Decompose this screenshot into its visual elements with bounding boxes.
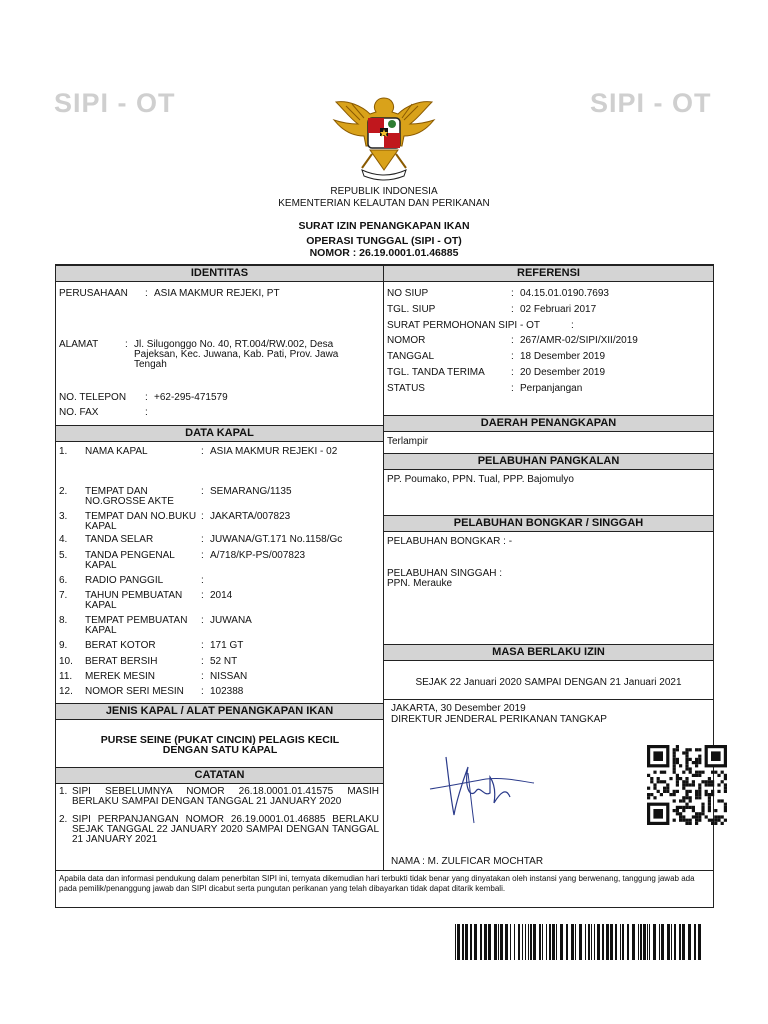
tgl-terima-value: 20 Desember 2019 — [520, 367, 606, 378]
colon: : — [145, 392, 148, 403]
row-number: 11. — [59, 671, 73, 682]
row-value: SEMARANG/1135 — [210, 486, 292, 497]
telepon-value: +62-295-471579 — [154, 392, 228, 403]
row-number: 6. — [59, 575, 68, 586]
colon: : — [201, 511, 204, 522]
row-value: ASIA MAKMUR REJEKI - 02 — [210, 446, 338, 457]
signature-icon — [424, 743, 544, 833]
bongkar-value: PELABUHAN BONGKAR : - — [387, 536, 513, 547]
document-subtitle: OPERASI TUNGGAL (SIPI - OT) — [306, 235, 462, 247]
referensi-title: REFERENSI — [384, 265, 713, 282]
status-value: Perpanjangan — [520, 383, 583, 394]
perusahaan-label: PERUSAHAAN — [59, 288, 128, 299]
row-label: TEMPAT DAN NO.BUKU KAPAL — [85, 511, 197, 532]
colon: : — [145, 288, 148, 299]
bongkar-title: PELABUHAN BONGKAR / SINGGAH — [384, 515, 713, 532]
telepon-label: NO. TELEPON — [59, 392, 127, 403]
tgl-siup-value: 02 Februari 2017 — [520, 304, 597, 315]
identitas-title: IDENTITAS — [56, 265, 383, 282]
row-number: 2. — [59, 486, 68, 497]
data-kapal-title: DATA KAPAL — [56, 425, 383, 442]
row-number: 10. — [59, 656, 73, 667]
colon: : — [201, 446, 204, 457]
garuda-emblem-icon — [332, 84, 436, 188]
masa-title: MASA BERLAKU IZIN — [384, 644, 713, 661]
colon: : — [571, 320, 574, 331]
fax-label: NO. FAX — [59, 407, 99, 418]
tgl-siup-label: TGL. SIUP — [387, 304, 436, 315]
colon: : — [201, 671, 204, 682]
permit-frame — [55, 264, 714, 908]
row-number: 9. — [59, 640, 68, 651]
row-number: 8. — [59, 615, 68, 626]
catatan-text-1: SIPI SEBELUMNYA NOMOR 26.18.0001.01.41575 MASIH BERLAKU SAMPAI DENGAN TANGGAL 21 JANUARY 2020 — [72, 786, 379, 807]
status-label: STATUS — [387, 383, 425, 394]
tanggal-label: TANGGAL — [387, 351, 435, 362]
daerah-value: Terlampir — [387, 436, 429, 447]
row-number: 4. — [59, 534, 68, 545]
row-value: JAKARTA/007823 — [210, 511, 291, 522]
masa-value: SEJAK 22 Januari 2020 SAMPAI DENGAN 21 Januari 2021 — [415, 677, 682, 688]
daerah-title: DAERAH PENANGKAPAN — [384, 415, 713, 432]
row-number: 1. — [59, 446, 68, 457]
catatan-text-2: SIPI PERPANJANGAN NOMOR 26.19.0001.01.46885 BERLAKU SEJAK TANGGAL 22 JANUARY 2020 SAMPAI DENGAN TANGGAL 21 JANUARY 2021 — [72, 814, 379, 845]
alamat-value: Jl. Silugonggo No. 40, RT.004/RW.002, Desa Pajeksan, Kec. Juwana, Kab. Pati, Prov. Jawa Tengah — [134, 339, 339, 370]
row-number: 7. — [59, 590, 68, 601]
pangkalan-value: PP. Poumako, PPN. Tual, PPP. Bajomulyo — [387, 474, 574, 485]
row-label: BERAT KOTOR — [85, 640, 156, 651]
nomor-label: NOMOR — [387, 335, 426, 346]
tanggal-value: 18 Desember 2019 — [520, 351, 606, 362]
document-title: SURAT IZIN PENANGKAPAN IKAN — [298, 220, 470, 232]
colon: : — [201, 590, 204, 601]
row-label: TAHUN PEMBUATAN KAPAL — [85, 590, 183, 611]
row-label: TANDA PENGENAL KAPAL — [85, 550, 175, 571]
row-number: 3. — [59, 511, 68, 522]
jabatan: DIREKTUR JENDERAL PERIKANAN TANGKAP — [391, 714, 607, 725]
colon: : — [511, 335, 514, 346]
row-number: 5. — [59, 550, 68, 561]
watermark-left: SIPI - OT — [54, 88, 176, 118]
colon: : — [201, 486, 204, 497]
colon: : — [201, 534, 204, 545]
divider — [384, 699, 713, 700]
colon: : — [511, 367, 514, 378]
qr-code-icon — [647, 745, 727, 825]
singgah-value: PPN. Merauke — [387, 578, 453, 589]
nomor-value: 267/AMR-02/SIPI/XII/2019 — [520, 335, 638, 346]
catatan-no-2: 2. — [59, 814, 68, 825]
row-value: JUWANA/GT.171 No.1158/Gc — [210, 534, 343, 545]
jenis-kapal-title: JENIS KAPAL / ALAT PENANGKAPAN IKAN — [56, 703, 383, 720]
catatan-title: CATATAN — [56, 767, 383, 784]
barcode-icon — [455, 924, 703, 960]
colon: : — [511, 288, 514, 299]
colon: : — [201, 640, 204, 651]
row-label: TEMPAT PEMBUATAN KAPAL — [85, 615, 188, 636]
left-column — [56, 265, 384, 870]
colon: : — [201, 686, 204, 697]
row-value: A/718/KP-PS/007823 — [210, 550, 306, 561]
row-value: 171 GT — [210, 640, 244, 651]
row-label: NAMA KAPAL — [85, 446, 148, 457]
row-label: TEMPAT DAN NO.GROSSE AKTE — [85, 486, 174, 507]
row-value: 2014 — [210, 590, 233, 601]
no-siup-value: 04.15.01.0190.7693 — [520, 288, 609, 299]
row-value: JUWANA — [210, 615, 252, 626]
colon: : — [201, 575, 204, 586]
tgl-terima-label: TGL. TANDA TERIMA — [387, 367, 485, 378]
row-label: NOMOR SERI MESIN — [85, 686, 184, 697]
row-value: 52 NT — [210, 656, 238, 667]
surat-permohonan-label: SURAT PERMOHONAN SIPI - OT — [387, 320, 540, 331]
watermark-right: SIPI - OT — [590, 88, 712, 118]
perusahaan-value: ASIA MAKMUR REJEKI, PT — [154, 288, 280, 299]
row-label: RADIO PANGGIL — [85, 575, 164, 586]
colon: : — [201, 550, 204, 561]
row-label: MEREK MESIN — [85, 671, 156, 682]
colon: : — [511, 351, 514, 362]
signer-name: NAMA : M. ZULFICAR MOCHTAR — [391, 856, 544, 867]
row-label: TANDA SELAR — [85, 534, 154, 545]
document-number: NOMOR : 26.19.0001.01.46885 — [309, 247, 459, 259]
colon: : — [201, 656, 204, 667]
row-label: BERAT BERSIH — [85, 656, 158, 667]
colon: : — [511, 304, 514, 315]
singgah-label: PELABUHAN SINGGAH : — [387, 568, 503, 579]
colon: : — [145, 407, 148, 418]
catatan-no-1: 1. — [59, 786, 68, 797]
colon: : — [201, 615, 204, 626]
ministry-line: KEMENTERIAN KELAUTAN DAN PERIKANAN — [278, 198, 490, 209]
jenis-kapal-value: PURSE SEINE (PUKAT CINCIN) PELAGIS KECIL DENGAN SATU KAPAL — [100, 734, 340, 756]
row-value: NISSAN — [210, 671, 248, 682]
pangkalan-title: PELABUHAN PANGKALAN — [384, 453, 713, 470]
colon: : — [125, 339, 128, 350]
row-value: 102388 — [210, 686, 244, 697]
colon: : — [511, 383, 514, 394]
disclaimer-note: Apabila data dan informasi pendukung dalam penerbitan SIPI ini, ternyata dikemudian hari terbukti tidak benar yang dinyatakan oleh instansi yang berwenang, tanggung jawab ada pada pemilik/penanggung jawab dan SIPI dicabut serta pungutan perikanan yang telah dibayarkan tidak dapat ditarik kembali. — [56, 870, 713, 908]
right-column — [384, 265, 713, 870]
no-siup-label: NO SIUP — [387, 288, 429, 299]
place-date: JAKARTA, 30 Desember 2019 — [391, 703, 526, 714]
republic-line: REPUBLIK INDONESIA — [330, 186, 438, 197]
row-number: 12. — [59, 686, 73, 697]
alamat-label: ALAMAT — [59, 339, 99, 350]
